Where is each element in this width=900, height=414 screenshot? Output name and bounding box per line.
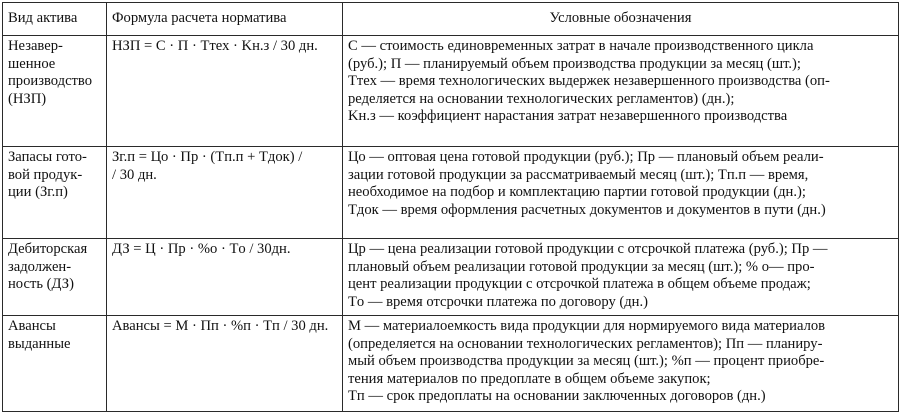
header-legend: Условные обозначения (343, 3, 899, 36)
asset-type-cell: Запасы гото- вой продук- ции (Зг.п) (3, 147, 107, 239)
formula-cell: Зг.п = Цо · Пр · (Tп.п + Tдок) / / 30 дн. (107, 147, 343, 239)
legend-cell (343, 239, 899, 316)
legend-line: ределяется на основании технологических регламентов) (дн.); (348, 90, 735, 107)
legend-cell (343, 147, 899, 239)
header-formula: Формула расчета норматива (107, 3, 343, 36)
header-row (3, 3, 899, 36)
legend-line: Tо — время отсрочки платежа по договору (дн.) (348, 293, 648, 310)
legend-cell (343, 36, 899, 147)
legend-line: Цо — оптовая цена готовой продукции (руб.); Пр — плановый объем реали- (348, 149, 824, 165)
legend-line: Tп — срок предоплаты на основании заключенных договоров (дн.) (348, 388, 766, 405)
legend-line: (руб.); П — планируемый объем производства продукции за месяц (шт.); (348, 55, 801, 72)
legend-line: (определяется на основании технологических регламентов); Пп — планиру- (348, 335, 823, 352)
table-row (3, 36, 899, 147)
table-row (3, 147, 899, 239)
normative-table (2, 2, 899, 412)
legend-line: Tтех — время технологических выдержек незавершенного производства (оп- (348, 73, 830, 90)
table-row (3, 316, 899, 412)
legend-line: С — стоимость единовременных затрат в начале производственного цикла (348, 38, 814, 54)
formula-cell: Авансы = М · Пп · %п · Tп / 30 дн. (107, 316, 343, 412)
legend-line: Tдок — время оформления расчетных документов и документов в пути (дн.) (348, 201, 826, 218)
legend-line: Kн.з — коэффициент нарастания затрат незавершенного производства (348, 108, 788, 125)
legend-line: зации готовой продукции за рассматриваемый месяц (шт.); Tп.п — время, (348, 166, 809, 183)
legend-line: плановый объем реализации готовой продукции за месяц (шт.); % о— про- (348, 258, 815, 275)
table-row (3, 239, 899, 316)
formula-cell: ДЗ = Ц · Пр · %о · Tо / 30дн. (107, 239, 343, 316)
legend-line: тения материалов по предоплате в общем объеме закупок; (348, 370, 711, 387)
legend-line: необходимое на подбор и комплектацию партии готовой продукции (дн.); (348, 184, 806, 201)
legend-cell (343, 316, 899, 412)
legend-line: цент реализации продукции с отсрочкой платежа в общем объеме продаж; (348, 276, 811, 293)
asset-type-cell: Незавер- шенное производство (НЗП) (3, 36, 107, 147)
legend-line: мый объем производства продукции за месяц (шт.); %п — процент приобре- (348, 353, 825, 370)
legend-line: М — материалоемкость вида продукции для нормируемого вида материалов (348, 318, 826, 334)
asset-type-cell: Дебиторская задолжен- ность (ДЗ) (3, 239, 107, 316)
asset-type-cell: Авансы выданные (3, 316, 107, 412)
header-asset-type: Вид актива (3, 3, 107, 36)
legend-line: Цр — цена реализации готовой продукции с отсрочкой платежа (руб.); Пр — (348, 241, 828, 257)
formula-cell: НЗП = С · П · Tтех · Kн.з / 30 дн. (107, 36, 343, 147)
